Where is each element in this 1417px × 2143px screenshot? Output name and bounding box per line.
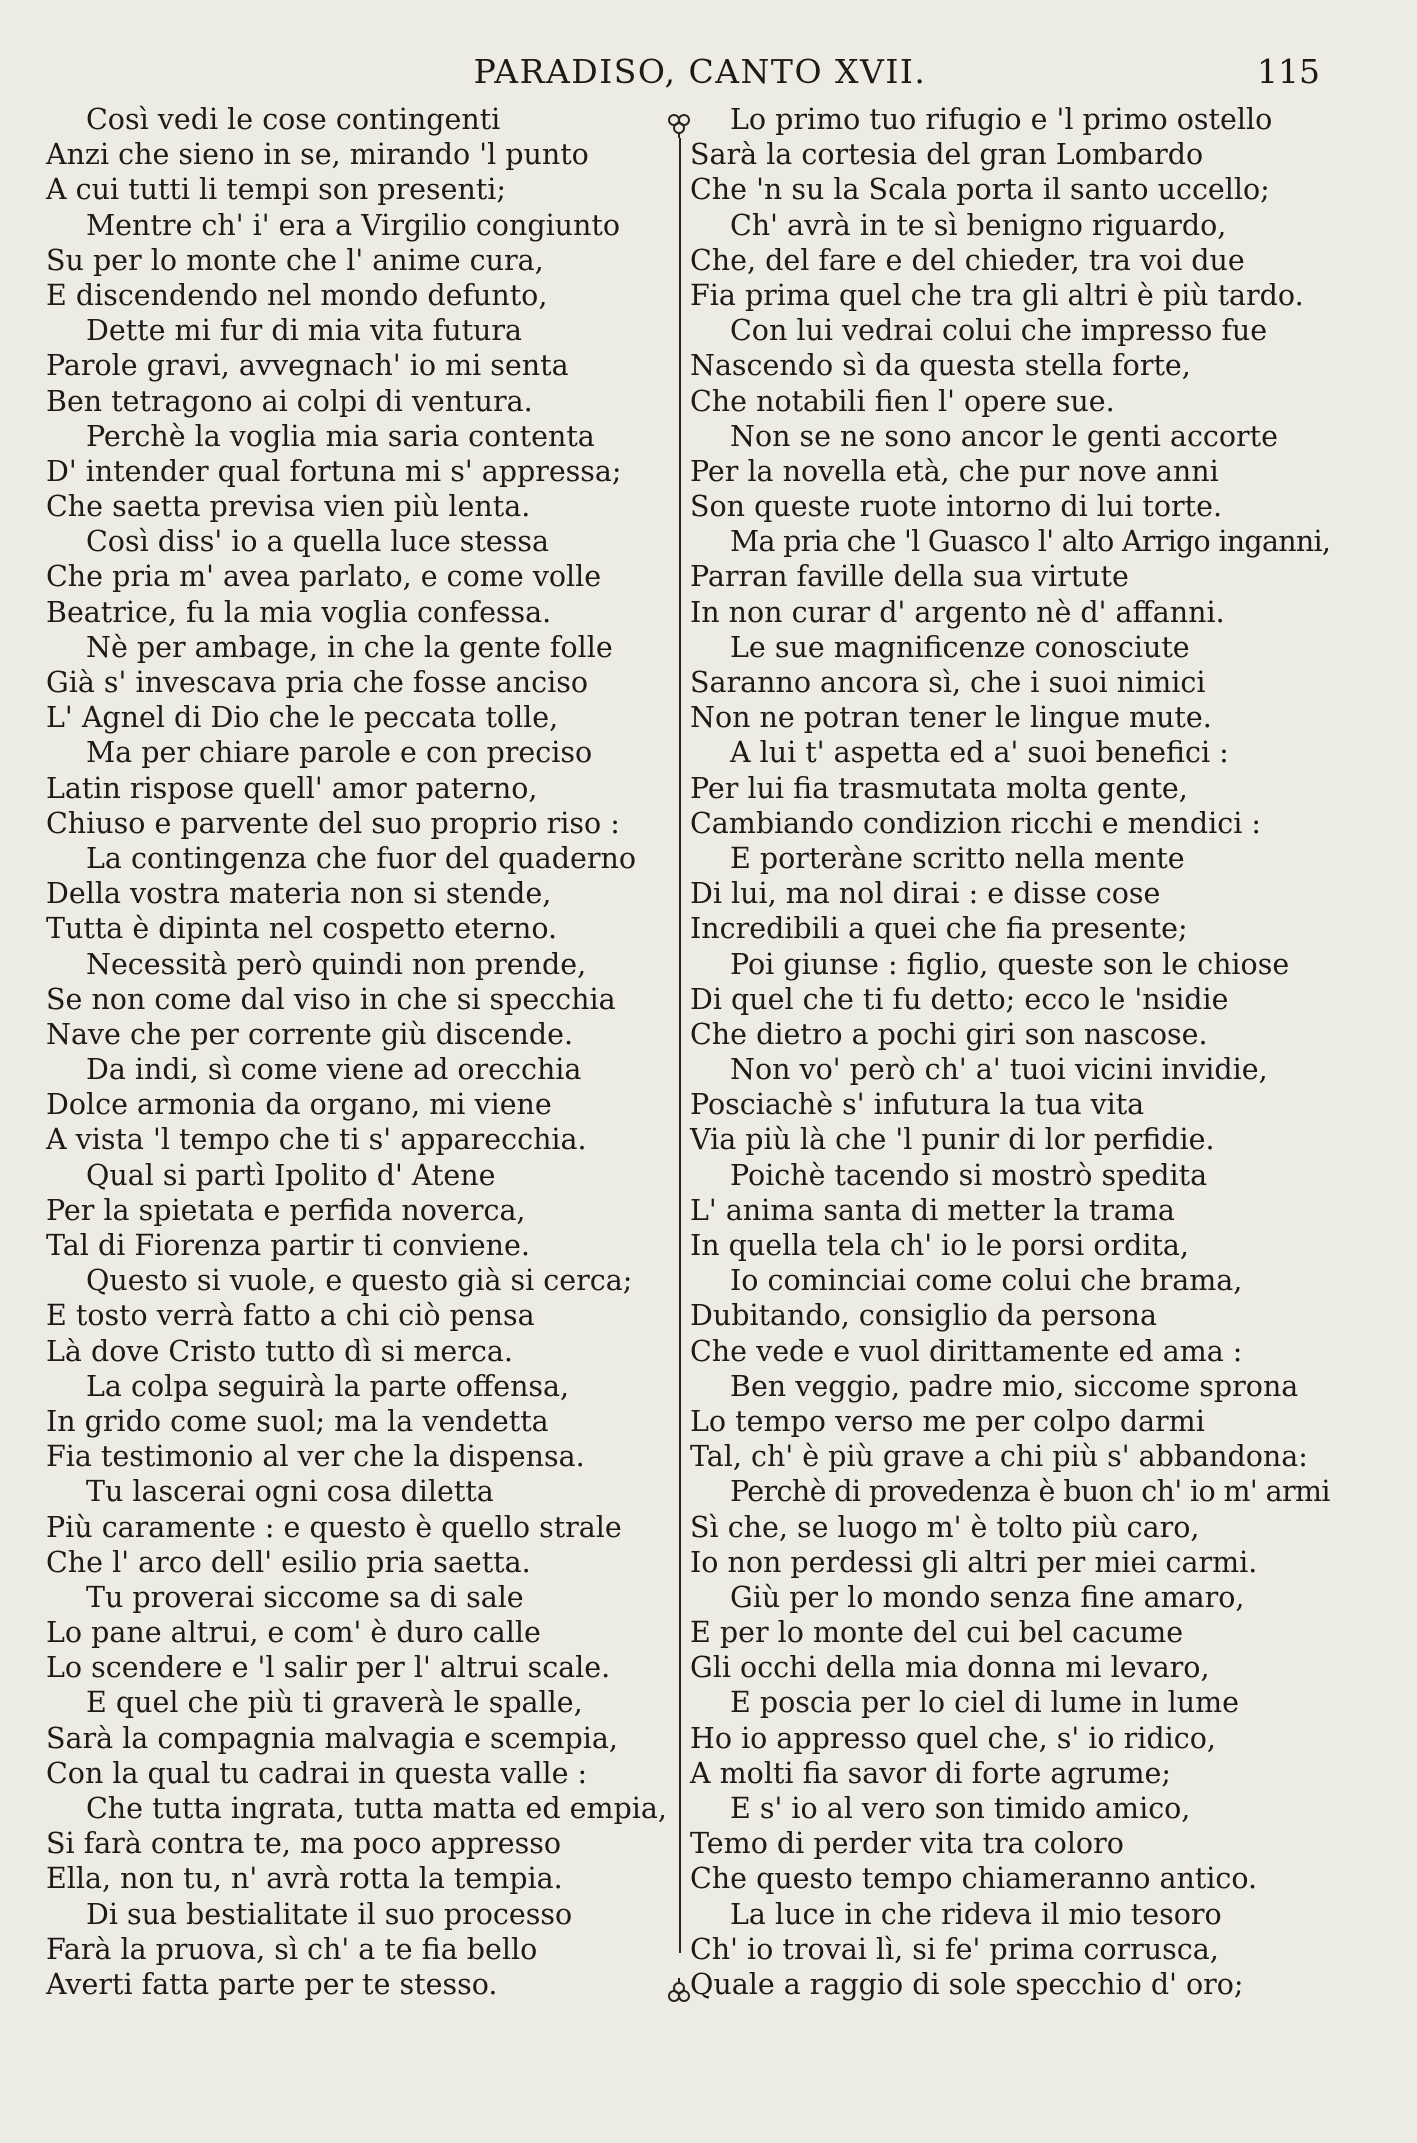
verse-line: Con lui vedrai colui che impresso fue [730, 314, 1268, 348]
verse-line: A vista 'l tempo che ti s' apparecchia. [46, 1123, 587, 1157]
verse-line: Già s' invescava pria che fosse anciso [46, 666, 588, 699]
verse-line: Fia testimonio al ver che la dispensa. [46, 1440, 585, 1474]
verse-line: Non ne potran tener le lingue mute. [690, 701, 1212, 735]
verse-line: Tal di Fiorenza partir ti conviene. [46, 1229, 530, 1262]
verse-line: Lo pane altrui, e com' è duro calle [46, 1616, 541, 1650]
verse-line: Con la qual tu cadrai in questa valle : [46, 1756, 588, 1790]
verse-line: Ch' io trovai lì, si fe' prima corrusca, [690, 1932, 1219, 1966]
verse-line: La contingenza che fuor del quaderno [86, 841, 637, 875]
verse-line: Sì che, se luogo m' è tolto più caro, [690, 1510, 1200, 1544]
verse-line: Tu proverai siccome sa di sale [86, 1580, 524, 1614]
verse-line: Di sua bestialitate il suo processo [86, 1897, 573, 1931]
verse-line: Anzi che sieno in se, mirando 'l punto [46, 138, 589, 172]
verse-line: La colpa seguirà la parte offensa, [86, 1369, 570, 1403]
verse-line: Non vo' però ch' a' tuoi vicini invidie, [730, 1053, 1268, 1087]
verse-line: E s' io al vero son timido amico, [730, 1792, 1191, 1825]
verse-line: Si farà contra te, ma poco appresso [46, 1827, 561, 1861]
verse-line: Poi giunse : figlio, queste son le chiose [730, 947, 1290, 981]
verse-line: Ch' avrà in te sì benigno riguardo, [730, 208, 1227, 242]
verse-line: E poscia per lo ciel di lume in lume [730, 1686, 1239, 1720]
verse-line: Così diss' io a quella luce stessa [86, 525, 549, 559]
verse-line: Ho io appresso quel che, s' io ridico, [690, 1721, 1216, 1755]
page-number: 115 [1257, 52, 1320, 91]
verse-line: Sarà la compagnia malvagia e scempia, [46, 1721, 618, 1755]
verse-line: Ben tetragono ai colpi di ventura. [46, 384, 533, 418]
verse-line: Nè per ambage, in che la gente folle [86, 630, 613, 664]
verse-line: Io non perdessi gli altri per miei carmi. [690, 1545, 1258, 1579]
verse-line: Di quel che ti fu detto; ecco le 'nsidie [690, 982, 1229, 1016]
verse-line: D' intender qual fortuna mi s' appressa; [46, 454, 622, 488]
verse-line: Perchè di provedenza è buon ch' io m' armi [730, 1475, 1330, 1509]
verse-line: Là dove Cristo tutto dì si merca. [46, 1334, 513, 1368]
verse-line: A cui tutti li tempi son presenti; [46, 173, 507, 207]
running-title: PARADISO, CANTO XVII. [473, 52, 927, 91]
verse-line: Che l' arco dell' esilio pria saetta. [46, 1545, 531, 1579]
verse-line: Via più là che 'l punir di lor perfidie. [690, 1123, 1215, 1157]
verse-line: Ben veggio, padre mio, siccome sprona [730, 1369, 1299, 1403]
verse-line: Che pria m' avea parlato, e come volle [46, 560, 602, 594]
verse-line: Averti fatta parte per te stesso. [46, 1967, 498, 2001]
verse-line: Cambiando condizion ricchi e mendici : [690, 806, 1261, 840]
verse-line: Incredibili a quei che fia presente; [690, 912, 1188, 946]
verse-line: Che questo tempo chiameranno antico. [690, 1862, 1258, 1896]
column-divider [679, 138, 681, 1953]
verse-line: Necessità però quindi non prende, [86, 947, 587, 981]
verse-line: In quella tela ch' io le porsi ordita, [690, 1229, 1189, 1262]
verse-line: Più caramente : e questo è quello strale [46, 1510, 622, 1544]
verse-line: Son queste ruote intorno di lui torte. [690, 490, 1223, 524]
verse-line: Questo si vuole, e questo già si cerca; [86, 1264, 633, 1298]
verse-line: Quale a raggio di sole specchio d' oro; [690, 1967, 1244, 2001]
verse-line: Qual si partì Ipolito d' Atene [86, 1158, 496, 1192]
verse-line: Le sue magnificenze conosciute [730, 630, 1190, 664]
verse-line: Dolce armonia da organo, mi viene [46, 1088, 552, 1122]
verse-line: Che tutta ingrata, tutta matta ed empia, [86, 1792, 667, 1825]
verse-line: Nave che per corrente giù discende. [46, 1017, 574, 1051]
verse-line: Mentre ch' i' era a Virgilio congiunto [86, 208, 620, 242]
verse-line: Per la novella età, che pur nove anni [690, 454, 1219, 488]
verse-line: Nascendo sì da questa stella forte, [690, 349, 1191, 383]
verse-line: L' Agnel di Dio che le peccata tolle, [46, 701, 559, 735]
verse-line: Saranno ancora sì, che i suoi nimici [690, 666, 1206, 699]
verse-line: In grido come suol; ma la vendetta [46, 1404, 549, 1438]
verse-line: Su per lo monte che l' anime cura, [46, 243, 544, 277]
verse-line: A lui t' aspetta ed a' suoi benefici : [730, 736, 1229, 770]
verse-line: Che, del fare e del chieder, tra voi due [690, 243, 1245, 277]
verse-line: E discendendo nel mondo defunto, [46, 278, 548, 312]
verse-line: Di lui, ma nol dirai : e disse cose [690, 877, 1161, 911]
verse-line: Per lui fia trasmutata molta gente, [690, 771, 1188, 805]
verse-line: Io cominciai come colui che brama, [730, 1264, 1243, 1298]
verse-line: Farà la pruova, sì ch' a te fia bello [46, 1932, 538, 1966]
verse-line: Latin rispose quell' amor paterno, [46, 771, 538, 805]
verse-line: E porteràne scritto nella mente [730, 841, 1185, 875]
verse-line: Poichè tacendo si mostrò spedita [730, 1158, 1208, 1192]
verse-line: Se non come dal viso in che si specchia [46, 982, 616, 1016]
verse-line: Ella, non tu, n' avrà rotta la tempia. [46, 1862, 563, 1896]
verse-line: Da indi, sì come viene ad orecchia [86, 1053, 582, 1087]
verse-line: E quel che più ti graverà le spalle, [86, 1686, 583, 1720]
right-verse-column [690, 102, 1330, 2002]
left-verse-column [46, 102, 686, 2002]
verse-line: Che notabili fien l' opere sue. [690, 384, 1115, 418]
verse-line: Gli occhi della mia donna mi levaro, [690, 1651, 1210, 1685]
verse-line: Sarà la cortesia del gran Lombardo [690, 138, 1204, 172]
verse-line: E tosto verrà fatto a chi ciò pensa [46, 1299, 535, 1333]
verse-line: Tu lascerai ogni cosa diletta [86, 1475, 494, 1509]
verse-line: Lo primo tuo rifugio e 'l primo ostello [730, 103, 1273, 136]
verse-line: Ma per chiare parole e con preciso [86, 736, 593, 770]
verse-line: Tutta è dipinta nel cospetto eterno. [46, 912, 558, 946]
verse-line: Tal, ch' è più grave a chi più s' abbandona: [690, 1440, 1308, 1474]
verse-line: Che saetta previsa vien più lenta. [46, 490, 531, 524]
verse-line: Per la spietata e perfida noverca, [46, 1193, 526, 1227]
verse-line: Che 'n su la Scala porta il santo uccello; [690, 173, 1270, 207]
verse-line: Perchè la voglia mia saria contenta [86, 419, 595, 453]
verse-line: Così vedi le cose contingenti [86, 103, 501, 136]
verse-line: Dette mi fur di mia vita futura [86, 314, 522, 348]
verse-line: E per lo monte del cui bel cacume [690, 1616, 1184, 1650]
verse-line: Parran faville della sua virtute [690, 560, 1129, 594]
verse-line: In non curar d' argento nè d' affanni. [690, 595, 1225, 629]
verse-line: Non se ne sono ancor le genti accorte [730, 419, 1278, 453]
verse-line: Che dietro a pochi giri son nascose. [690, 1017, 1208, 1051]
verse-line: La luce in che rideva il mio tesoro [730, 1897, 1222, 1931]
verse-line: Chiuso e parvente del suo proprio riso : [46, 806, 620, 840]
verse-line: Posciachè s' infutura la tua vita [690, 1088, 1145, 1122]
verse-line: A molti fia savor di forte agrume; [690, 1756, 1172, 1790]
verse-line: Ma pria che 'l Guasco l' alto Arrigo inganni, [730, 525, 1331, 559]
verse-line: Parole gravi, avvegnach' io mi senta [46, 349, 569, 383]
verse-line: Fia prima quel che tra gli altri è più tardo. [690, 278, 1304, 312]
verse-line: Dubitando, consiglio da persona [690, 1299, 1157, 1333]
verse-line: Temo di perder vita tra coloro [690, 1827, 1124, 1861]
verse-line: Lo tempo verso me per colpo darmi [690, 1404, 1205, 1438]
verse-line: Giù per lo mondo senza fine amaro, [730, 1580, 1245, 1614]
verse-line: Che vede e vuol dirittamente ed ama : [690, 1334, 1243, 1368]
verse-line: Lo scendere e 'l salir per l' altrui scale. [46, 1651, 611, 1685]
verse-line: Beatrice, fu la mia voglia confessa. [46, 595, 552, 629]
verse-line: L' anima santa di metter la trama [690, 1193, 1175, 1227]
verse-line: Della vostra materia non si stende, [46, 877, 552, 911]
